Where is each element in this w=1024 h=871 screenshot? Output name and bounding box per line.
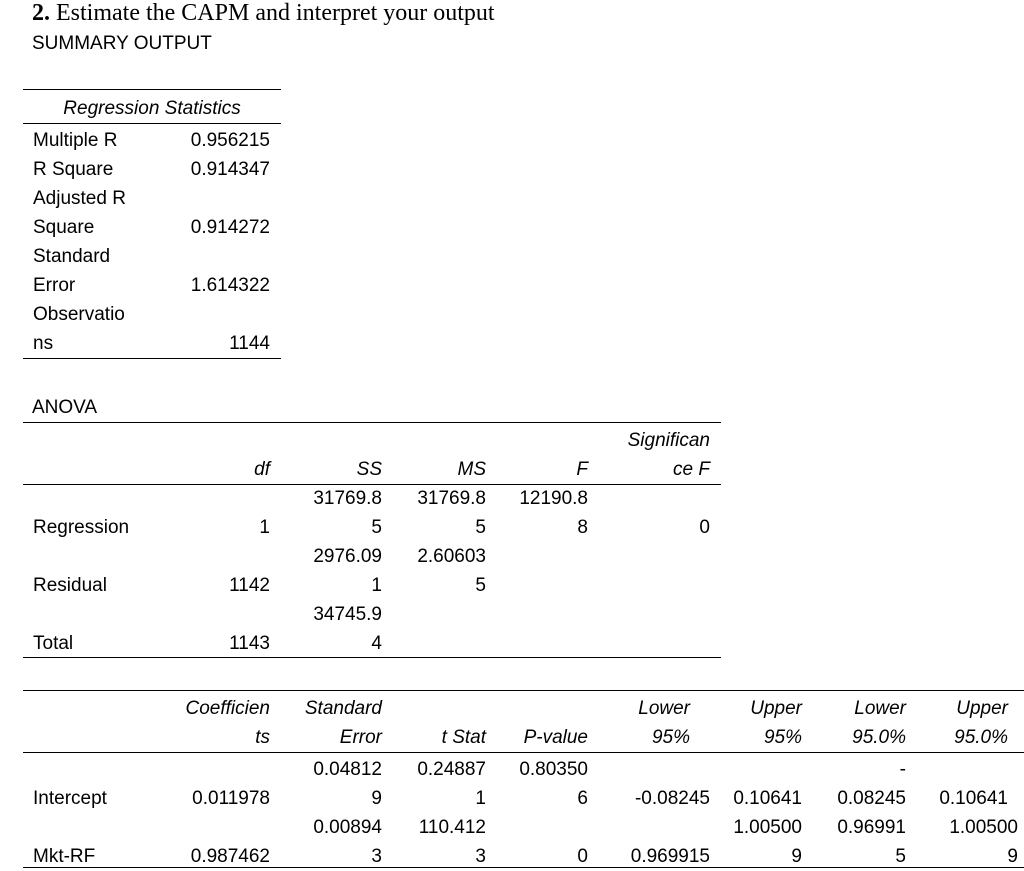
coef-header-lower950-2: 95.0% <box>852 727 906 748</box>
question-number: 2. <box>32 0 50 26</box>
coef-header-t: t Stat <box>441 727 486 748</box>
coef-mktrf-upper95-2: 9 <box>791 846 802 867</box>
anova-total-ss-2: 4 <box>371 633 382 654</box>
coef-header-se-2: Error <box>339 727 382 748</box>
anova-total-label: Total <box>33 633 74 654</box>
coef-header-upper950-1: Upper <box>956 698 1008 719</box>
anova-regression-f-2: 8 <box>577 517 588 538</box>
coef-top-rule <box>23 690 1024 691</box>
rs-value-std-error: 1.614322 <box>190 275 270 296</box>
anova-bottom-rule <box>23 657 721 658</box>
coef-header-rule <box>23 752 1024 753</box>
coef-mktrf-upper950-1: 1.00500 <box>949 817 1018 838</box>
rs-value-observations: 1144 <box>229 333 270 354</box>
anova-residual-ss-1: 2976.09 <box>313 546 382 567</box>
coef-intercept-upper95: 0.10641 <box>733 788 802 809</box>
rs-label-adjusted-r-2: Square <box>33 217 95 238</box>
anova-regression-sigf: 0 <box>699 517 710 538</box>
coef-mktrf-upper950-2: 9 <box>1007 846 1018 867</box>
anova-total-df: 1143 <box>229 633 270 654</box>
coef-intercept-lower950-2: 0.08245 <box>837 788 906 809</box>
coef-intercept-p-2: 6 <box>577 788 588 809</box>
anova-header-sigf-2: ce F <box>673 459 710 480</box>
anova-regression-ss-1: 31769.8 <box>313 488 382 509</box>
coef-bottom-rule <box>23 867 1024 868</box>
coef-header-coef-2: ts <box>255 727 270 748</box>
anova-header-f: F <box>576 459 588 480</box>
coef-header-lower950-1: Lower <box>854 698 906 719</box>
coef-header-lower95-2: 95% <box>651 727 690 748</box>
rs-label-std-error-1: Standard <box>33 246 111 267</box>
rs-header: Regression Statistics <box>63 98 241 119</box>
anova-residual-ss-2: 1 <box>371 575 382 596</box>
coef-mktrf-lower950-2: 5 <box>895 846 906 867</box>
anova-header-ss: SS <box>356 459 382 480</box>
anova-top-rule <box>23 422 721 423</box>
anova-header-sigf-1: Significan <box>627 430 710 451</box>
anova-regression-df: 1 <box>259 517 270 538</box>
coef-intercept-lower950-1: - <box>899 759 906 780</box>
question-heading <box>32 0 495 30</box>
coef-header-upper95-1: Upper <box>750 698 802 719</box>
coef-header-se-1: Standard <box>304 698 382 719</box>
anova-regression-ss-2: 5 <box>371 517 382 538</box>
coef-mktrf-label: Mkt-RF <box>33 846 96 867</box>
rs-label-adjusted-r-1: Adjusted R <box>33 188 126 209</box>
anova-header-df: df <box>254 459 270 480</box>
anova-total-ss-1: 34745.9 <box>313 604 382 625</box>
anova-regression-ms-1: 31769.8 <box>417 488 486 509</box>
rs-value-multiple-r: 0.956215 <box>190 130 270 151</box>
coef-intercept-se-2: 9 <box>371 788 382 809</box>
rs-header-rule <box>23 123 281 124</box>
anova-title: ANOVA <box>32 397 98 418</box>
coef-intercept-coef: 0.011978 <box>192 788 270 809</box>
rs-label-observations-1: Observatio <box>33 304 125 325</box>
rs-value-r-square: 0.914347 <box>190 159 270 180</box>
anova-residual-df: 1142 <box>229 575 270 596</box>
anova-residual-label: Residual <box>33 575 107 596</box>
coef-header-coef-1: Coefficien <box>185 698 270 719</box>
coef-header-upper950-2: 95.0% <box>954 727 1008 748</box>
coef-intercept-t-2: 1 <box>475 788 486 809</box>
coef-header-upper95-2: 95% <box>763 727 802 748</box>
rs-label-multiple-r: Multiple R <box>33 130 118 151</box>
coef-mktrf-coef: 0.987462 <box>190 846 270 867</box>
coef-intercept-label: Intercept <box>33 788 107 809</box>
rs-value-adjusted-r: 0.914272 <box>190 217 270 238</box>
coef-intercept-p-1: 0.80350 <box>519 759 588 780</box>
anova-regression-f-1: 12190.8 <box>519 488 588 509</box>
anova-header-ms: MS <box>457 459 486 480</box>
coef-mktrf-se-1: 0.00894 <box>313 817 382 838</box>
anova-regression-ms-2: 5 <box>475 517 486 538</box>
rs-bottom-rule <box>23 358 281 359</box>
anova-residual-ms-2: 5 <box>475 575 486 596</box>
coef-mktrf-t-2: 3 <box>475 846 486 867</box>
rs-label-r-square: R Square <box>33 159 114 180</box>
coef-mktrf-lower950-1: 0.96991 <box>837 817 906 838</box>
coef-mktrf-t-1: 110.412 <box>418 817 486 838</box>
coef-intercept-t-1: 0.24887 <box>417 759 486 780</box>
coef-header-p: P-value <box>523 727 588 748</box>
rs-label-std-error-2: Error <box>33 275 76 296</box>
coef-header-lower95-1: Lower <box>638 698 690 719</box>
coef-intercept-se-1: 0.04812 <box>313 759 382 780</box>
coef-intercept-lower95: -0.08245 <box>634 788 710 809</box>
rs-label-observations-2: ns <box>33 333 54 354</box>
coef-mktrf-se-2: 3 <box>371 846 382 867</box>
summary-title: SUMMARY OUTPUT <box>32 33 212 54</box>
coef-mktrf-lower95: 0.969915 <box>630 846 710 867</box>
coef-mktrf-p: 0 <box>577 846 588 867</box>
rs-top-rule <box>23 89 281 90</box>
anova-regression-label: Regression <box>33 517 130 538</box>
coef-mktrf-upper95-1: 1.00500 <box>733 817 802 838</box>
coef-intercept-upper950: 0.10641 <box>939 788 1008 809</box>
anova-residual-ms-1: 2.60603 <box>417 546 486 567</box>
question-text: Estimate the CAPM and interpret your output <box>56 0 495 26</box>
